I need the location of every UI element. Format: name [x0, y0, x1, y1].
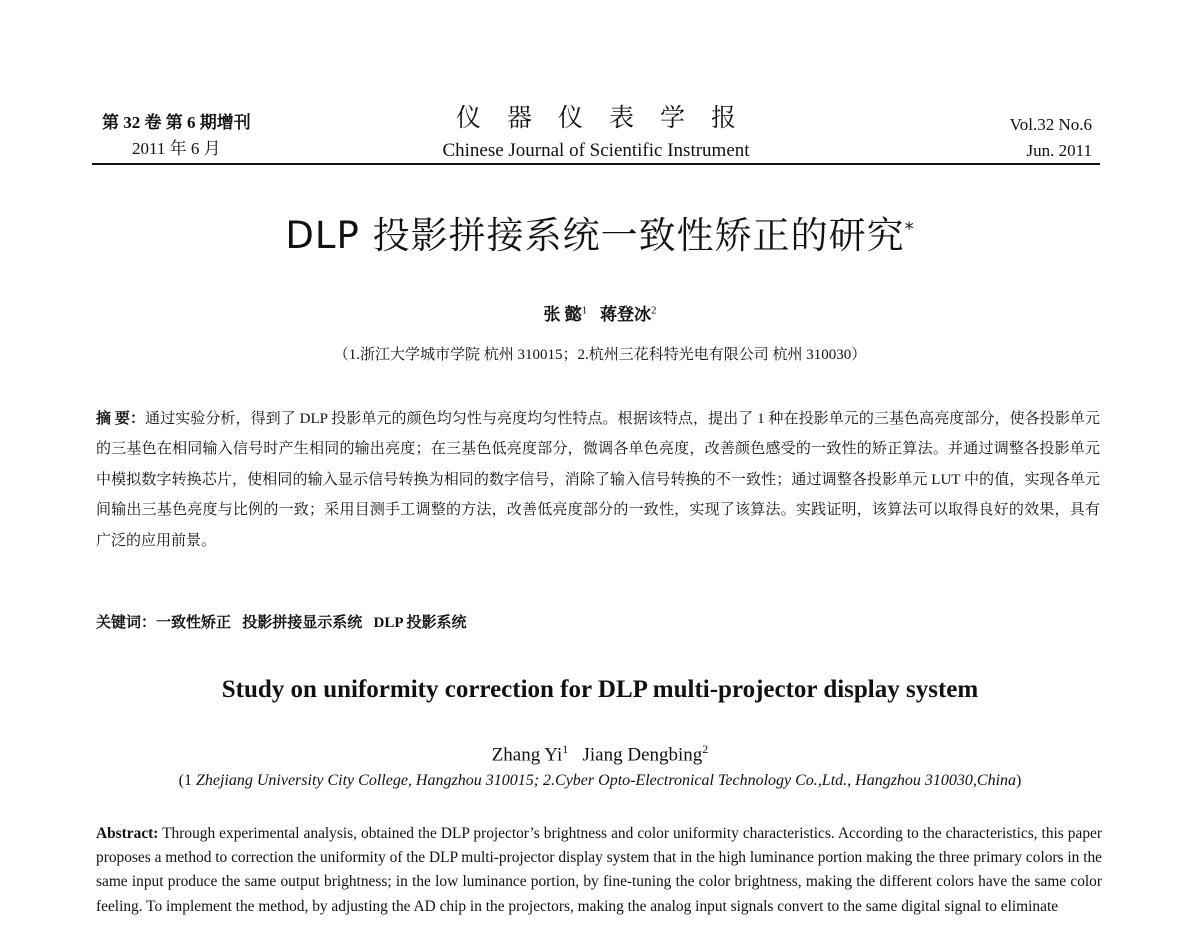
journal-title-block: [92, 104, 1100, 164]
author-en-1: Zhang Yi: [491, 744, 563, 766]
affiliation-cn: （1.浙江大学城市学院 杭州 310015；2.杭州三花科特光电有限公司 杭州 310030）: [333, 347, 867, 363]
authors-cn: [0, 300, 1200, 325]
volume-issue-en: Vol.32 No.6: [1009, 115, 1092, 134]
author-en-2-affil: 2: [702, 742, 709, 756]
paper-title-en: Study on uniformity correction for DLP multi-projector display system: [221, 676, 979, 703]
abstract-cn: [96, 404, 1100, 556]
affiliation-en-close: ): [1016, 772, 1022, 789]
volume-issue: 第 32 卷 第 6 期增刊: [102, 113, 251, 132]
author-cn-2: 蒋登冰: [600, 305, 651, 324]
abstract-en-text: Through experimental analysis, obtained the DLP projector’s brightness and color uniformity characteristics. According to the characteristics, this paper proposes a method to correction the uniformity of the DLP multi-projector display system that in the high luminance portion making the three primary colors in the same input produce the same output brightness; in the low luminance portion, by fine-tuning the color brightness, making the different colors have the same color feeling. To implement the method, by adjusting the AD chip in the projectors, making the analog input signals convert to the same digital signal to eliminate: [96, 825, 1103, 915]
keywords-cn-label: 关键词：: [96, 615, 157, 631]
title-footnote-mark: *: [904, 218, 915, 240]
author-cn-1: 张 懿: [543, 305, 582, 324]
header-rule: [92, 163, 1100, 165]
author-en-1-affil: 1: [562, 742, 569, 756]
volume-issue-en-block: [1010, 112, 1092, 164]
abstract-cn-label: 摘 要：: [96, 411, 146, 427]
issue-date-cn: 2011 年 6 月: [132, 139, 221, 158]
abstract-en: [96, 822, 1102, 919]
author-en-2: Jiang Dengbing: [582, 744, 703, 766]
abstract-en-label: Abstract:: [96, 825, 159, 842]
affiliation-en-text: Zhejiang University City College, Hangzhou 310015; 2.Cyber Opto-Electronical Technology Co.,Ltd., Hangzhou 310030,China: [195, 772, 1017, 789]
abstract-cn-text: 通过实验分析，得到了 DLP 投影单元的颜色均匀性与亮度均匀性特点。根据该特点，提出了 1 种在投影单元的三基色高亮度部分，使各投影单元的三基色在相同输入信号时产生相同的输出亮度；在三基色低亮度部分，微调各单色亮度，改善颜色感受的一致性的矫正算法。并通过调整各投影单元中模拟数字转换芯片，使相同的输入显示信号转换为相同的数字信号，消除了输入信号转换的不一致性；通过调整各投影单元 LUT 中的值，实现各单元间输出三基色亮度与比例的一致；采用目测手工调整的方法，改善低亮度部分的一致性，实现了该算法。实践证明，该算法可以取得良好的效果，具有广泛的应用前景。: [96, 411, 1100, 549]
keywords-cn-text: 一致性矫正 投影拼接显示系统 DLP 投影系统: [156, 615, 467, 631]
affiliation-en-open: (1: [178, 772, 196, 789]
issue-date-en: Jun. 2011: [1026, 141, 1092, 160]
journal-header: [92, 104, 1100, 164]
journal-title-en: Chinese Journal of Scientific Instrument: [442, 140, 750, 161]
affiliation-en: [0, 772, 1200, 790]
paper-title-cn: [0, 205, 1200, 259]
journal-title-cn: 仪器仪表学报: [455, 105, 762, 132]
author-cn-2-affil: 2: [651, 304, 657, 317]
author-cn-1-affil: 1: [581, 304, 588, 317]
keywords-cn: [96, 610, 1100, 636]
authors-en: [0, 742, 1200, 766]
paper-title-cn-text: DLP 投影拼接系统一致性矫正的研究: [285, 214, 905, 257]
